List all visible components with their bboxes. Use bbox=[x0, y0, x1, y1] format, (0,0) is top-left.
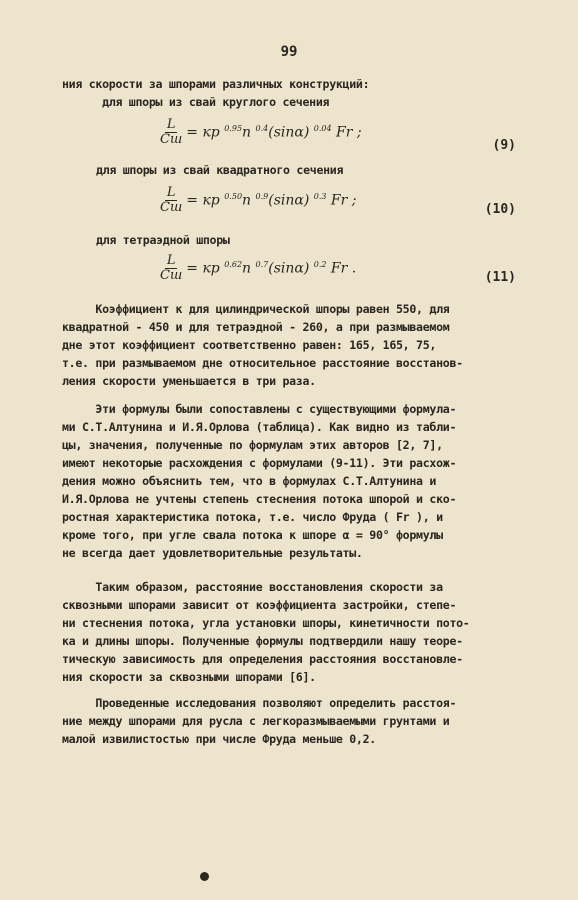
paragraph-line: Проведенные исследования позволяют определить расстоя- bbox=[62, 696, 457, 710]
equation-number: (10) bbox=[484, 202, 516, 217]
paragraph-line: т.е. при размываемом дне относительное расстояние восстанов- bbox=[62, 356, 463, 370]
paragraph-line: Коэффициент к для цилиндрической шпоры равен 550, для bbox=[62, 302, 450, 316]
paragraph-line: дения можно объяснить тем, что в формулах С.Т.Алтунина и bbox=[62, 474, 437, 488]
formula-label-square: для шпоры из свай квадратного сечения bbox=[96, 163, 344, 177]
equation-number: (9) bbox=[492, 138, 516, 153]
formula-fraction: $\frac{L}{Cш}$ bbox=[160, 185, 183, 215]
formula-rhs: = кр $^{0.50}$n $^{0.9}$(sinα) $^{0.3}$ Fr ; bbox=[186, 192, 357, 209]
formula-fraction: $\frac{L}{Cш}$ bbox=[160, 117, 183, 147]
paragraph-line: имеют некоторые расхождения с формулами (9-11). Эти расхож- bbox=[62, 456, 457, 470]
paragraph-line: цы, значения, полученные по формулам этих авторов [2, 7], bbox=[62, 438, 443, 452]
paragraph-line: Эти формулы были сопоставлены с существующими формула- bbox=[62, 402, 457, 416]
paragraph-line: ни стеснения потока, угла установки шпоры, кинетичности пото- bbox=[62, 616, 470, 630]
equation-number: (11) bbox=[484, 270, 516, 285]
paragraph-line: ние между шпорами для русла с легкоразмываемыми грунтами и bbox=[62, 714, 450, 728]
paragraph-line: ростная характеристика потока, т.е. число Фруда ( Fr ), и bbox=[62, 510, 443, 524]
ink-blot bbox=[200, 872, 209, 881]
paragraph-line: Таким образом, расстояние восстановления скорости за bbox=[62, 580, 443, 594]
paragraph-line: тическую зависимость для определения расстояния восстановле- bbox=[62, 652, 463, 666]
text-line: для шпоры из свай круглого сечения bbox=[62, 95, 330, 109]
text-line: ния скорости за шпорами различных конструкций: bbox=[62, 77, 370, 91]
page-number: 99 bbox=[280, 44, 298, 60]
formula-rhs: = кр $^{0.62}$n $^{0.7}$(sinα) $^{0.2}$ Fr . bbox=[186, 260, 357, 277]
paragraph-line: малой извилистостью при числе Фруда меньше 0,2. bbox=[62, 732, 376, 746]
paragraph-line: не всегда дает удовлетворительные результаты. bbox=[62, 546, 363, 560]
paragraph-line: ми С.Т.Алтунина и И.Я.Орлова (таблица). Как видно из табли- bbox=[62, 420, 457, 434]
paragraph-line: ка и длины шпоры. Полученные формулы подтвердили нашу теоре- bbox=[62, 634, 463, 648]
paragraph-line: сквозными шпорами зависит от коэффициента застройки, степе- bbox=[62, 598, 457, 612]
paragraph-line: ления скорости уменьшается в три раза. bbox=[62, 374, 316, 388]
paragraph-line: кроме того, при угле свала потока к шпоре α = 90° формулы bbox=[62, 528, 443, 542]
formula-rhs: = кр $^{0.95}$n $^{0.4}$(sinα) $^{0.04}$ Fr ; bbox=[186, 124, 362, 141]
formula-9 bbox=[160, 118, 362, 147]
paragraph-line: квадратной - 450 и для тетраэдной - 260, а при размываемом bbox=[62, 320, 450, 334]
paragraph-line: дне этот коэффициент соответственно равен: 165, 165, 75, bbox=[62, 338, 437, 352]
formula-10 bbox=[160, 186, 357, 215]
formula-11 bbox=[160, 254, 356, 283]
paragraph-line: И.Я.Орлова не учтены степень стеснения потока шпорой и ско- bbox=[62, 492, 457, 506]
formula-label-tetra: для тетраэдной шпоры bbox=[96, 233, 230, 247]
formula-fraction: $\frac{L}{Cш}$ bbox=[160, 253, 183, 283]
paragraph-line: ния скорости за сквозными шпорами [6]. bbox=[62, 670, 316, 684]
